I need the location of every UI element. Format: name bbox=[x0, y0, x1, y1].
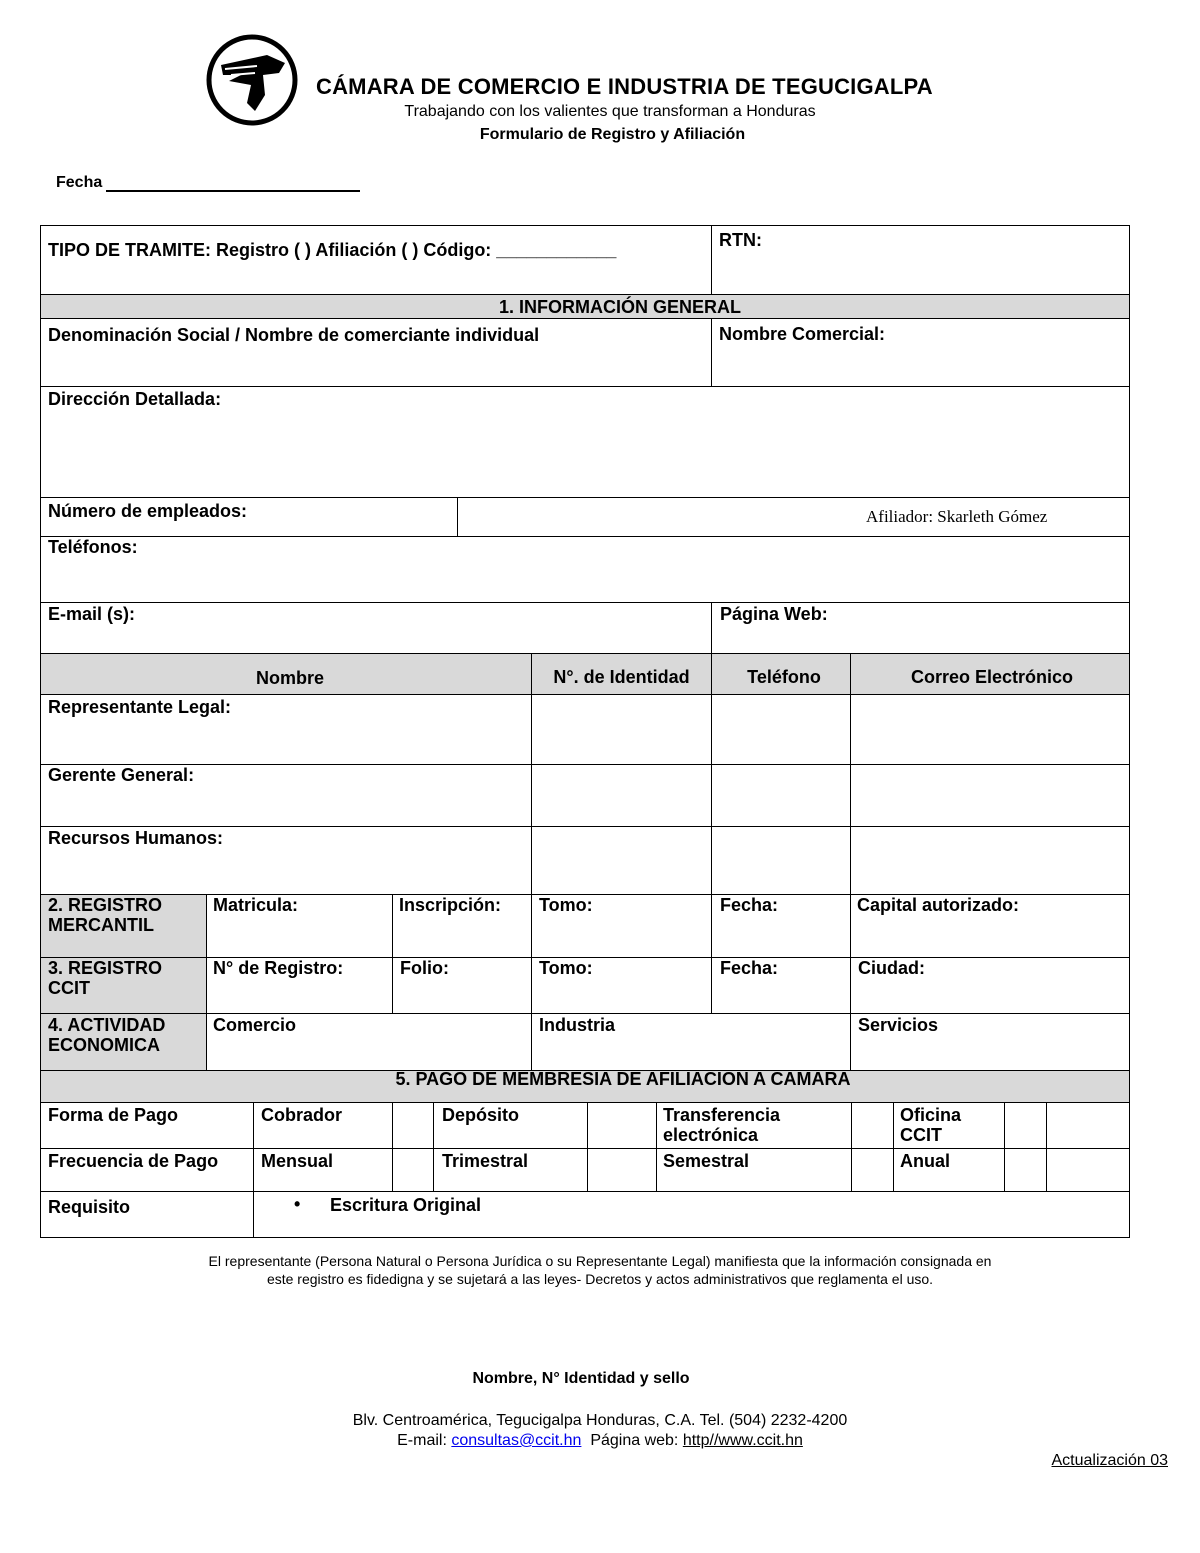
pagina-web-label: Página Web: bbox=[720, 604, 828, 624]
email-label: E-mail (s): bbox=[48, 604, 136, 624]
capital-label: Capital autorizado: bbox=[857, 895, 1020, 915]
contact-cell-correo[interactable] bbox=[850, 764, 1130, 827]
actividad-servicios-label: Servicios bbox=[858, 1015, 939, 1035]
direccion-label: Dirección Detallada: bbox=[48, 389, 222, 409]
email-link[interactable]: consultas@ccit.hn bbox=[451, 1432, 582, 1449]
fecha-cell-label: Fecha: bbox=[720, 895, 779, 915]
telefonos-cell[interactable] bbox=[40, 536, 1130, 603]
empty-cell bbox=[1046, 1102, 1130, 1149]
nombre-comercial-label: Nombre Comercial: bbox=[719, 324, 886, 344]
contacts-header-nombre-label: Nombre bbox=[255, 668, 324, 688]
fecha-label: Fecha bbox=[56, 174, 103, 191]
section-3-title: 3. REGISTRO CCIT bbox=[48, 958, 163, 998]
option-oficina-label: Oficina CCIT bbox=[900, 1105, 962, 1145]
option-mensual-label: Mensual bbox=[261, 1151, 334, 1171]
option-anual-label: Anual bbox=[900, 1151, 951, 1171]
declaration-line-1: El representante (Persona Natural o Persona Jurídica o su Representante Legal) manifiesta que la información consignada en bbox=[208, 1253, 992, 1269]
contacts-header-correo-label: Correo Electrónico bbox=[910, 667, 1074, 687]
fecha-cell-label: Fecha: bbox=[720, 958, 779, 978]
section-1-title: 1. INFORMACIÓN GENERAL bbox=[498, 297, 741, 317]
signature-label: Nombre, N° Identidad y sello bbox=[472, 1370, 690, 1387]
option-trimestral-label: Trimestral bbox=[442, 1151, 529, 1171]
denominacion-label: Denominación Social / Nombre de comerciante individual bbox=[48, 325, 540, 345]
option-mensual-checkbox[interactable] bbox=[392, 1148, 434, 1192]
update-label: Actualización 03 bbox=[1051, 1452, 1168, 1469]
option-deposito-checkbox[interactable] bbox=[587, 1102, 657, 1149]
option-cobrador-checkbox[interactable] bbox=[392, 1102, 434, 1149]
contact-cell-correo[interactable] bbox=[850, 826, 1130, 895]
contact-footer bbox=[0, 1411, 1200, 1451]
contacts-header-telefono-label: Teléfono bbox=[747, 667, 821, 687]
matricula-label: Matricula: bbox=[213, 895, 299, 915]
contact-row-label: Recursos Humanos: bbox=[48, 828, 224, 848]
contact-cell-identidad[interactable] bbox=[531, 764, 712, 827]
tagline: Trabajando con los valientes que transforman a Honduras bbox=[404, 103, 816, 120]
fecha-field[interactable] bbox=[106, 190, 360, 192]
option-deposito-label: Depósito bbox=[442, 1105, 520, 1125]
tipo-tramite-label: TIPO DE TRAMITE: Registro ( ) Afiliación ( ) Código: ____________ bbox=[48, 240, 617, 260]
declaration-line-2: este registro es fidedigna y se sujetará a las leyes- Decretos y actos administrativos que reglamenta el uso. bbox=[266, 1271, 934, 1287]
registration-form bbox=[40, 225, 1130, 1238]
contact-row-label: Gerente General: bbox=[48, 765, 195, 785]
afiliador-text: Afiliador: Skarleth Gómez bbox=[866, 507, 1048, 526]
option-trimestral-checkbox[interactable] bbox=[587, 1148, 657, 1192]
web-label: Página web: bbox=[581, 1432, 683, 1449]
inscripcion-label: Inscripción: bbox=[399, 895, 502, 915]
contact-row-label: Representante Legal: bbox=[48, 697, 232, 717]
email-cell[interactable] bbox=[40, 602, 712, 654]
forma-pago-label: Forma de Pago bbox=[48, 1105, 179, 1125]
contact-cell-telefono[interactable] bbox=[711, 694, 851, 765]
address: Blv. Centroamérica, Tegucigalpa Honduras, C.A. Tel. (504) 2232-4200 bbox=[352, 1412, 848, 1429]
actividad-comercio-label: Comercio bbox=[213, 1015, 297, 1035]
actividad-industria-label: Industria bbox=[539, 1015, 616, 1035]
requisito-label: Requisito bbox=[48, 1197, 131, 1217]
num-registro-label: N° de Registro: bbox=[213, 958, 344, 978]
contact-cell-identidad[interactable] bbox=[531, 694, 712, 765]
empty-cell bbox=[1046, 1148, 1130, 1192]
contact-cell-correo[interactable] bbox=[850, 694, 1130, 765]
contacts-header-identidad-label: N°. de Identidad bbox=[553, 667, 690, 687]
frecuencia-pago-label: Frecuencia de Pago bbox=[48, 1151, 219, 1171]
section-2-title: 2. REGISTRO MERCANTIL bbox=[48, 895, 163, 935]
web-link[interactable]: http//www.ccit.hn bbox=[682, 1432, 803, 1449]
option-oficina-checkbox[interactable] bbox=[1004, 1102, 1047, 1149]
contact-cell-telefono[interactable] bbox=[711, 764, 851, 827]
option-semestral-label: Semestral bbox=[663, 1151, 750, 1171]
telefonos-label: Teléfonos: bbox=[48, 537, 138, 557]
org-name: CÁMARA DE COMERCIO E INDUSTRIA DE TEGUCIGALPA bbox=[316, 74, 933, 99]
option-transferencia-label: Transferencia electrónica bbox=[663, 1105, 781, 1145]
requisito-item: Escritura Original bbox=[330, 1195, 482, 1215]
folio-label: Folio: bbox=[400, 958, 449, 978]
option-semestral-checkbox[interactable] bbox=[851, 1148, 894, 1192]
tipo-tramite-cell[interactable] bbox=[40, 225, 712, 295]
contact-line bbox=[0, 1431, 1200, 1451]
tomo-label: Tomo: bbox=[539, 958, 593, 978]
contact-cell-telefono[interactable] bbox=[711, 826, 851, 895]
section-5-title: 5. PAGO DE MEMBRESIA DE AFILIACION A CAMARA bbox=[395, 1069, 851, 1089]
tomo-label: Tomo: bbox=[539, 895, 593, 915]
form-title: Formulario de Registro y Afiliación bbox=[479, 126, 746, 143]
declaration bbox=[0, 1252, 1200, 1288]
rtn-cell[interactable] bbox=[711, 225, 1130, 295]
option-anual-checkbox[interactable] bbox=[1004, 1148, 1047, 1192]
option-cobrador-label: Cobrador bbox=[261, 1105, 342, 1125]
rtn-label: RTN: bbox=[719, 230, 762, 250]
email-label: E-mail: bbox=[397, 1432, 452, 1449]
section-4-title: 4. ACTIVIDAD ECONOMICA bbox=[48, 1015, 166, 1055]
ciudad-label: Ciudad: bbox=[858, 958, 925, 978]
contact-cell-identidad[interactable] bbox=[531, 826, 712, 895]
empleados-label: Número de empleados: bbox=[48, 501, 248, 521]
option-transferencia-checkbox[interactable] bbox=[851, 1102, 894, 1149]
bullet-icon: • bbox=[294, 1194, 301, 1214]
